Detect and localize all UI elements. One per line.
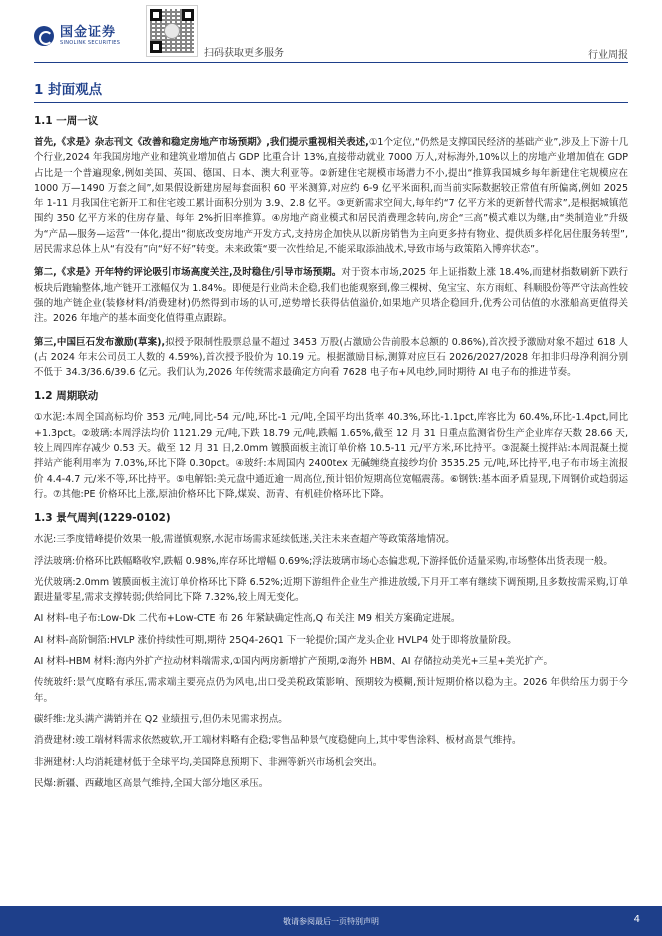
paragraph-jushi-incentive xyxy=(34,335,628,381)
sentiment-item-ai-hbm: AI 材料-HBM 材料:海内外扩产拉动材料端需求,①国内两房新增扩产预期,②海外 HBM、AI 存储拉动美光+三星+美光扩产。 xyxy=(34,656,554,668)
page-footer xyxy=(0,906,662,936)
section-divider xyxy=(34,102,628,103)
subsection-title-cycle: 1.2 周期联动 xyxy=(34,390,99,403)
paragraph-body: 拟授予限制性股票总量不超过 3453 万股(占激励公告前股本总额的 0.86%),首次授予激励对象不超过 618 人(占 2024 年末公司员工人数的 4.59%),首次授予股价为 10.19 元。根据激励目标,测算对应巨石 2026/2027/2028 年扣非归母净利润分别不低于 34.3/36.6/39.6 亿元。我们认为,2026 年传统需求最确定方向看 7628 电子布+风电纱,同时期待 AI 电子布的推进节奏。 xyxy=(34,336,628,379)
sentiment-item-glass-fiber: 传统玻纤:景气度略有承压,需求端主要亮点仍为风电,出口受美税政策影响、预期较为模糊,预计短期价格以稳为主。2026 年供给压力弱于今年。 xyxy=(34,677,628,704)
sentiment-item-ai-cloth: AI 材料-电子布:Low-Dk 二代布+Low-CTE 布 26 年紧缺确定性高,Q 布关注 M9 相关方案确定进展。 xyxy=(34,613,461,625)
sentiment-item-cement: 水泥:三季度错峰提价效果一般,需谨慎观察,水泥市场需求延续低迷,关注未来查超产等政策落地情况。 xyxy=(34,534,455,546)
subsection-title-weekly-topic: 1.1 一周一议 xyxy=(34,115,99,127)
paragraph-body: 对于资本市场,2025 年上证指数上涨 18.4%,而建材指数刷新下跌行板块后跑输整体,地产链开工涨幅仅为 1.84%。即便是行业尚未企稳,我们也能观察到,像三棵树、兔宝宝、东方雨虹、科顺股份等严守法高性较强的地产链企业(装修材料/消费建材)仍然得到市场的认可,逆势增长获得估值溢价,如果地产贝塔企稳回升,优秀公司估值的水涨船高更值得关注。2026 年地产的基本面变化值得重点跟踪。 xyxy=(34,267,628,325)
paragraph-lead: 首先,《求是》杂志刊文《改善和稳定房地产市场预期》,我们提示重视相关表述, xyxy=(34,137,369,148)
logo-text xyxy=(60,26,120,46)
logo-en: SINOLINK SECURITIES xyxy=(60,40,121,46)
sentiment-item-africa: 非洲建材:人均消耗建材低于全球平均,美国降息预期下、非洲等新兴市场机会突出。 xyxy=(34,756,383,768)
qr-code-icon[interactable] xyxy=(146,5,198,57)
sentiment-item-pv-glass: 光伏玻璃:2.0mm 镀膜面板主流订单价格环比下降 6.52%;近期下游组件企业生产推进放缓,下月开工率有继续下调预期,且多数按需采购,订单跟进量零星,需求支撑转弱;供给同比下降 7.32%,较上周无变化。 xyxy=(34,576,628,604)
report-body xyxy=(34,78,628,797)
paragraph-qiushi-policy xyxy=(34,135,628,257)
paragraph-body: ①1个定位,“仍然是支撑国民经济的基础产业”,涉及上下游十几个行业,2024 年我国房地产业和建筑业增加值占 GDP 比重合计 13%,直接带动就业 7000 万人,对标海外,10%以上的房地产业增加值在 GDP 占比是一个普遍现象,例如美国、英国、德国、日本、澳大利亚等。②新建住宅规模市场潜力不小,提出“推算我国城乡每年新建住宅规模应在 1000 万—1490 万套之间”,如果假设新建房屋每套面积 60 平米测算,对应约 6-9 亿平米面积,而当前实际数据较正常值有所偏离,例如 2025 年 1-11 月我国住宅新开工和住宅竣工累计面积分别为 3.9、2.8 亿平。③更新需求空间大,每年约“7 亿平方米的更新替代需求”,是根据城镇范围约 350 亿平方米的住房存量、每年 2%折旧率推算。④房地产商业模式和居民消费理念转向,房企“三高”模式难以为继,由“类制造业”升级为“产品—服务—运营”一体化,提出“彻底改变房地产开发方式,支持房企加快从以新房销售为主向更多持有物业、提供质多样化居住服务转型”,居民需求总体上从“有没有”向“好不好”转变。未来政策“要一次性给足,不能采取添油战术,导致市场与政策陷入博弈状态”。 xyxy=(34,137,628,256)
paragraph-cycle-data: ①水泥:本周全国高标均价 353 元/吨,同比-54 元/吨,环比-1 元/吨,全国平均出货率 40.3%,环比-1.1pct,库容比为 60.4%,环比-1.4pct,同比+1.3pct。②玻璃:本周浮法均价 1121.29 元/吨,下跌 18.79 元/吨,跌幅 1.65%,截至 12 月 31 日重点监测省份生产企业库存天数 28.66 天,较上周四库存减少 0.53 天。截至 12 月 31 日,2.0mm 镀膜面板主流订单价格 10.5-11 元/平方米,环比持平。③混凝土搅拌站:本周混凝土搅拌站产能利用率为 7.03%,环比下降 0.30pct。④玻纤:本周国内 2400tex 无碱缠绕直接纱均价 3535.25 元/吨,环比持平,电子布市场主流报价 4.4-4.7 元/米不等,环比持平。⑤电解铝:美元盘中通近逾一周高位,预计铝价短期高位宽幅震荡。⑥钢铁:基本面矛盾显现,下周钢价或趋弱运行。⑦其他:PE 价格环比上涨,原油价格环比下降,煤炭、沥青、有机硅价格环比下降。 xyxy=(34,412,628,500)
sentiment-item-consumer-building: 消费建材:竣工端材料需求依然疲软,开工端材料略有企稳;零售品种景气度稳健向上,其中零售涂料、板材高景气维持。 xyxy=(34,735,522,747)
paragraph-lead: 第三,中国巨石发布激励(草案), xyxy=(34,336,166,348)
page-header xyxy=(0,0,662,62)
header-divider xyxy=(34,62,628,63)
company-logo xyxy=(34,26,120,46)
sentiment-item-float-glass: 浮法玻璃:价格环比跌幅略收窄,跌幅 0.98%,库存环比增幅 0.69%;浮法玻璃市场心态偏悲观,下游择低价适量采购,市场整体出货表现一般。 xyxy=(34,555,613,567)
report-type-label: 行业周报 xyxy=(588,50,628,61)
sentiment-item-ai-copper-foil: AI 材料-高阶铜箔:HVLP 涨价持续性可期,期待 25Q4-26Q1 下一轮提价;国产龙头企业 HVLP4 处于即将放量阶段。 xyxy=(34,634,517,646)
qr-finder-icon xyxy=(150,9,162,21)
sentiment-item-explosives: 民爆:新疆、西藏地区高景气维持,全国大部分地区承压。 xyxy=(34,777,269,789)
page-number: 4 xyxy=(633,914,640,925)
subsection-title-sentiment: 1.3 景气周判(1229-0102) xyxy=(34,512,171,525)
qr-caption: 扫码获取更多服务 xyxy=(204,48,284,59)
logo-mark-icon xyxy=(34,26,54,46)
section-title: 1 封面观点 xyxy=(34,82,103,98)
paragraph-lead: 第二,《求是》开年特约评论吸引市场高度关注,及时稳住/引导市场预期。 xyxy=(34,267,342,279)
disclaimer-note: 敬请参阅最后一页特别声明 xyxy=(283,917,379,926)
qr-finder-icon xyxy=(182,9,194,21)
qr-center-logo-icon xyxy=(164,23,180,39)
paragraph-market-expectation xyxy=(34,265,628,326)
logo-cn: 国金证券 xyxy=(60,25,117,40)
sentiment-item-carbon-fiber: 碳纤维:龙头满产满销并在 Q2 业绩扭亏,但仍未见需求拐点。 xyxy=(34,713,288,725)
qr-finder-icon xyxy=(150,41,162,53)
